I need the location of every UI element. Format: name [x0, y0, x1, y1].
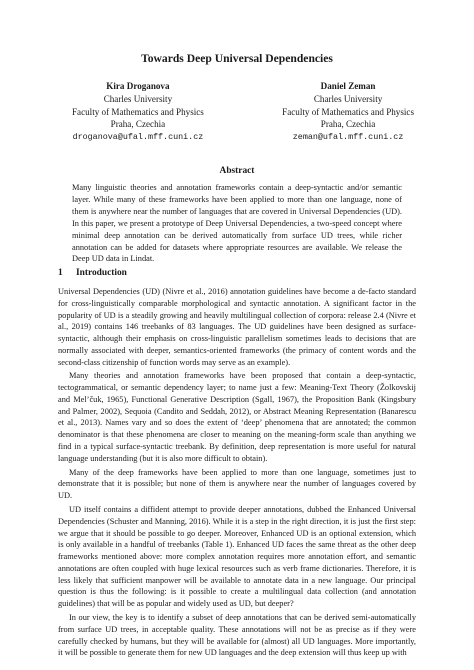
author-email: zeman@ufal.mff.cuni.cz: [292, 132, 404, 143]
paragraph: UD itself contains a diffident attempt to provide deeper annotations, dubbed the Enhanced Universal Dependencies (Schuster and Manning, 2016). While it is a step in the right direction, it is just the first step: we argue that it should be possible to go deeper. Moreover, Enhanced UD is an optional extension, which is only available in a handful of treebanks (Table 1). Enhanced UD faces the same threat as the other deep frameworks mentioned above: more complex annotation requires more annotation effort, and semantic annotations are often coupled with huge lexical resources such as verb frame dictionaries. Therefore, it is less likely that sufficient manpower will be available to annotate data in a new language. Our principal question is thus the following: is it possible to create a multilingual data collection (and annotation guidelines) that will be as popular and widely used as UD, but deeper?: [58, 505, 416, 609]
author-faculty: Faculty of Mathematics and Physics: [72, 106, 204, 117]
body-text: [58, 286, 416, 661]
section-title: Introduction: [76, 268, 127, 278]
paragraph: Many of the deep frameworks have been applied to more than one language, sometimes just to demonstrate that it is possible; but none of them is anywhere near the number of languages covered by UD.: [58, 467, 416, 501]
author-1: [72, 80, 204, 144]
paper-title: Towards Deep Universal Dependencies: [141, 52, 333, 65]
author-affiliation: Charles University: [313, 93, 383, 104]
author-affiliation: Charles University: [103, 93, 173, 104]
author-faculty: Faculty of Mathematics and Physics: [282, 106, 414, 117]
abstract-heading: Abstract: [219, 166, 255, 176]
author-2: [282, 80, 414, 144]
author-name: Daniel Zeman: [320, 81, 376, 91]
section-number: 1: [58, 268, 63, 278]
section-heading: [58, 268, 127, 278]
abstract-text: Many linguistic theories and annotation frameworks contain a deep-syntactic and/or semantic layer. While many of these frameworks have been applied to more than one language, none of them is anywhere near the number of languages that are covered in Universal Dependencies (UD). In this paper, we present a prototype of Deep Universal Dependencies, a two-speed concept where minimal deep annotation can be derived automatically from surface UD trees, while richer annotation can be added for datasets where appropriate resources are available. We release the Deep UD data in Lindat.: [72, 183, 402, 264]
author-block: [58, 80, 416, 144]
author-city: Praha, Czechia: [320, 119, 376, 130]
paragraph: Universal Dependencies (UD) (Nivre et al., 2016) annotation guidelines have become a de-facto standard for cross-linguistically comparable morphological and syntactic annotation. A significant factor in the popularity of UD is a steadily growing and heavily multilingual collection of corpora: release 2.4 (Nivre et al., 2019) contains 146 treebanks of 83 languages. The UD guidelines have been designed as surface-syntactic, although their emphasis on cross-linguistic parallelism sometimes leads to decisions that are normally associated with deeper, semantics-oriented frameworks (the primacy of content words and the second-class citizenship of function words may serve as an example).: [58, 287, 416, 367]
author-name: Kira Droganova: [106, 81, 170, 91]
author-city: Praha, Czechia: [110, 119, 166, 130]
paragraph: In our view, the key is to identify a subset of deep annotations that can be derived semi-automatically from surface UD trees, in acceptable quality. These annotations will not be as precise as if they were carefully checked by humans, but they will be available for (almost) all UD languages. More importantly, it will be possible to generate them for new UD languages and the deep extension will thus keep up with: [58, 613, 416, 658]
paragraph: Many theories and annotation frameworks have been proposed that contain a deep-syntactic, tectogrammatical, or semantic dependency layer; to name just a few: Meaning-Text Theory (Žolkovskij and Mel’čuk, 1965), Functional Generative Description (Sgall, 1967), the Proposition Bank (Kingsbury and Palmer, 2002), Sequoia (Candito and Seddah, 2012), or Abstract Meaning Representation (Banarescu et al., 2013). Names vary and so does the extent of ‘deep’ phenomena that are annotated; the common denominator is that these phenomena are closer to meaning on the meaning-form scale than anything we find in a typical surface-syntactic treebank. By definition, deep representation is more useful for natural language understanding (but it is also more difficult to obtain).: [58, 371, 416, 463]
author-email: droganova@ufal.mff.cuni.cz: [72, 132, 204, 143]
